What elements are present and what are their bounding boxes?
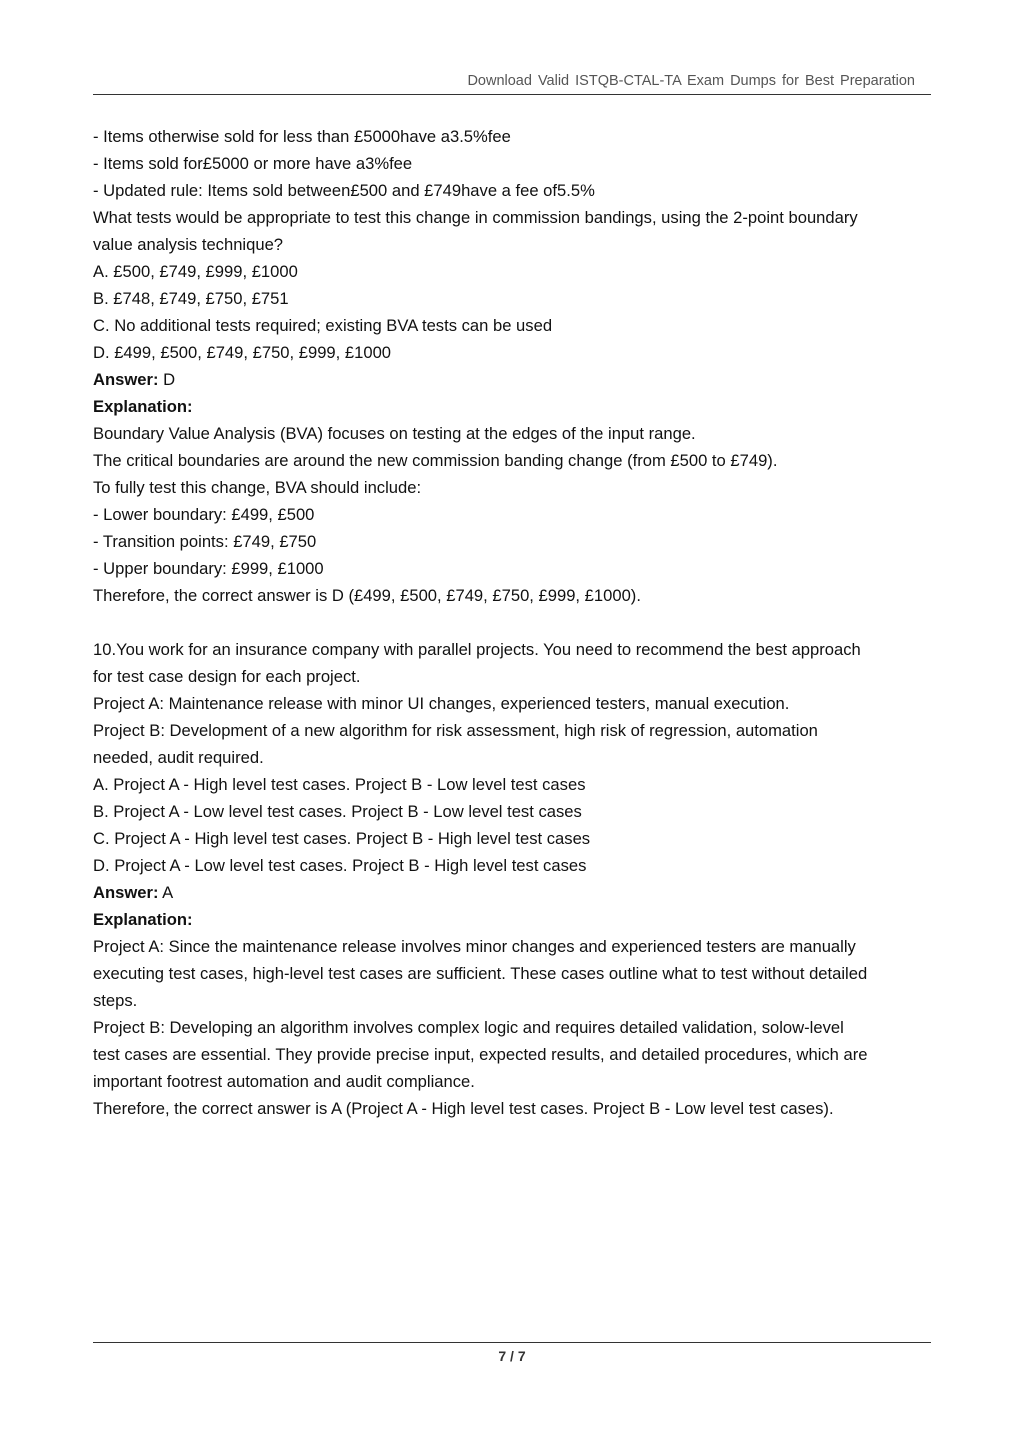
answer-value: A [158,883,174,902]
option-c: C. Project A - High level test cases. Project B - High level test cases [93,829,591,848]
explanation-line: Project A: Since the maintenance release involves minor changes and experienced testers are manually [93,937,856,956]
option-b: B. Project A - Low level test cases. Project B - Low level test cases [93,802,582,821]
question-line: 10.You work for an insurance company with parallel projects. You need to recommend the best approach [93,640,861,659]
question-line: for test case design for each project. [93,667,361,686]
question-line: - Updated rule: Items sold between£500 and £749have a fee of5.5% [93,181,595,200]
explanation-line: executing test cases, high-level test cases are sufficient. These cases outline what to test without detailed [93,964,868,983]
question-line: - Items sold for£5000 or more have a3%fee [93,154,413,173]
explanation-line: - Upper boundary: £999, £1000 [93,559,324,578]
option-b: B. £748, £749, £750, £751 [93,289,289,308]
question-line: value analysis technique? [93,235,284,254]
page-header [93,72,931,95]
page-footer [93,1342,931,1364]
question-9 [93,123,933,609]
document-body [93,123,933,1122]
explanation-line: Therefore, the correct answer is D (£499, £500, £749, £750, £999, £1000). [93,586,641,605]
question-line: What tests would be appropriate to test this change in commission bandings, using the 2-point boundary [93,208,858,227]
answer-line [93,366,933,393]
explanation-line: Therefore, the correct answer is A (Project A - High level test cases. Project B - Low level test cases). [93,1099,834,1118]
page-number: 7 / 7 [498,1348,526,1364]
explanation-line: To fully test this change, BVA should include: [93,478,422,497]
explanation-line: steps. [93,991,138,1010]
explanation-line: - Transition points: £749, £750 [93,532,317,551]
explanation-label: Explanation: [93,910,193,929]
question-line: needed, audit required. [93,748,264,767]
answer-line [93,879,933,906]
option-c: C. No additional tests required; existing BVA tests can be used [93,316,553,335]
option-a: A. Project A - High level test cases. Project B - Low level test cases [93,775,586,794]
explanation-line: - Lower boundary: £499, £500 [93,505,315,524]
answer-label: Answer: [93,370,159,389]
answer-label: Answer: [93,883,159,902]
option-a: A. £500, £749, £999, £1000 [93,262,298,281]
explanation-line: Project B: Developing an algorithm involves complex logic and requires detailed validation, solow-level [93,1018,844,1037]
explanation-line: test cases are essential. They provide precise input, expected results, and detailed procedures, which are [93,1045,868,1064]
section-gap [93,609,933,636]
question-line: Project B: Development of a new algorithm for risk assessment, high risk of regression, automation [93,721,818,740]
question-line: Project A: Maintenance release with minor UI changes, experienced testers, manual execution. [93,694,790,713]
header-title: Download Valid ISTQB-CTAL-TA Exam Dumps for Best Preparation [467,73,915,89]
explanation-line: important footrest automation and audit compliance. [93,1072,475,1091]
explanation-line: The critical boundaries are around the new commission banding change (from £500 to £749). [93,451,778,470]
question-10 [93,636,933,1122]
question-line: - Items otherwise sold for less than £5000have a3.5%fee [93,127,511,146]
explanation-line: Boundary Value Analysis (BVA) focuses on testing at the edges of the input range. [93,424,696,443]
option-d: D. Project A - Low level test cases. Project B - High level test cases [93,856,587,875]
explanation-label: Explanation: [93,397,193,416]
answer-value: D [158,370,176,389]
option-d: D. £499, £500, £749, £750, £999, £1000 [93,343,392,362]
